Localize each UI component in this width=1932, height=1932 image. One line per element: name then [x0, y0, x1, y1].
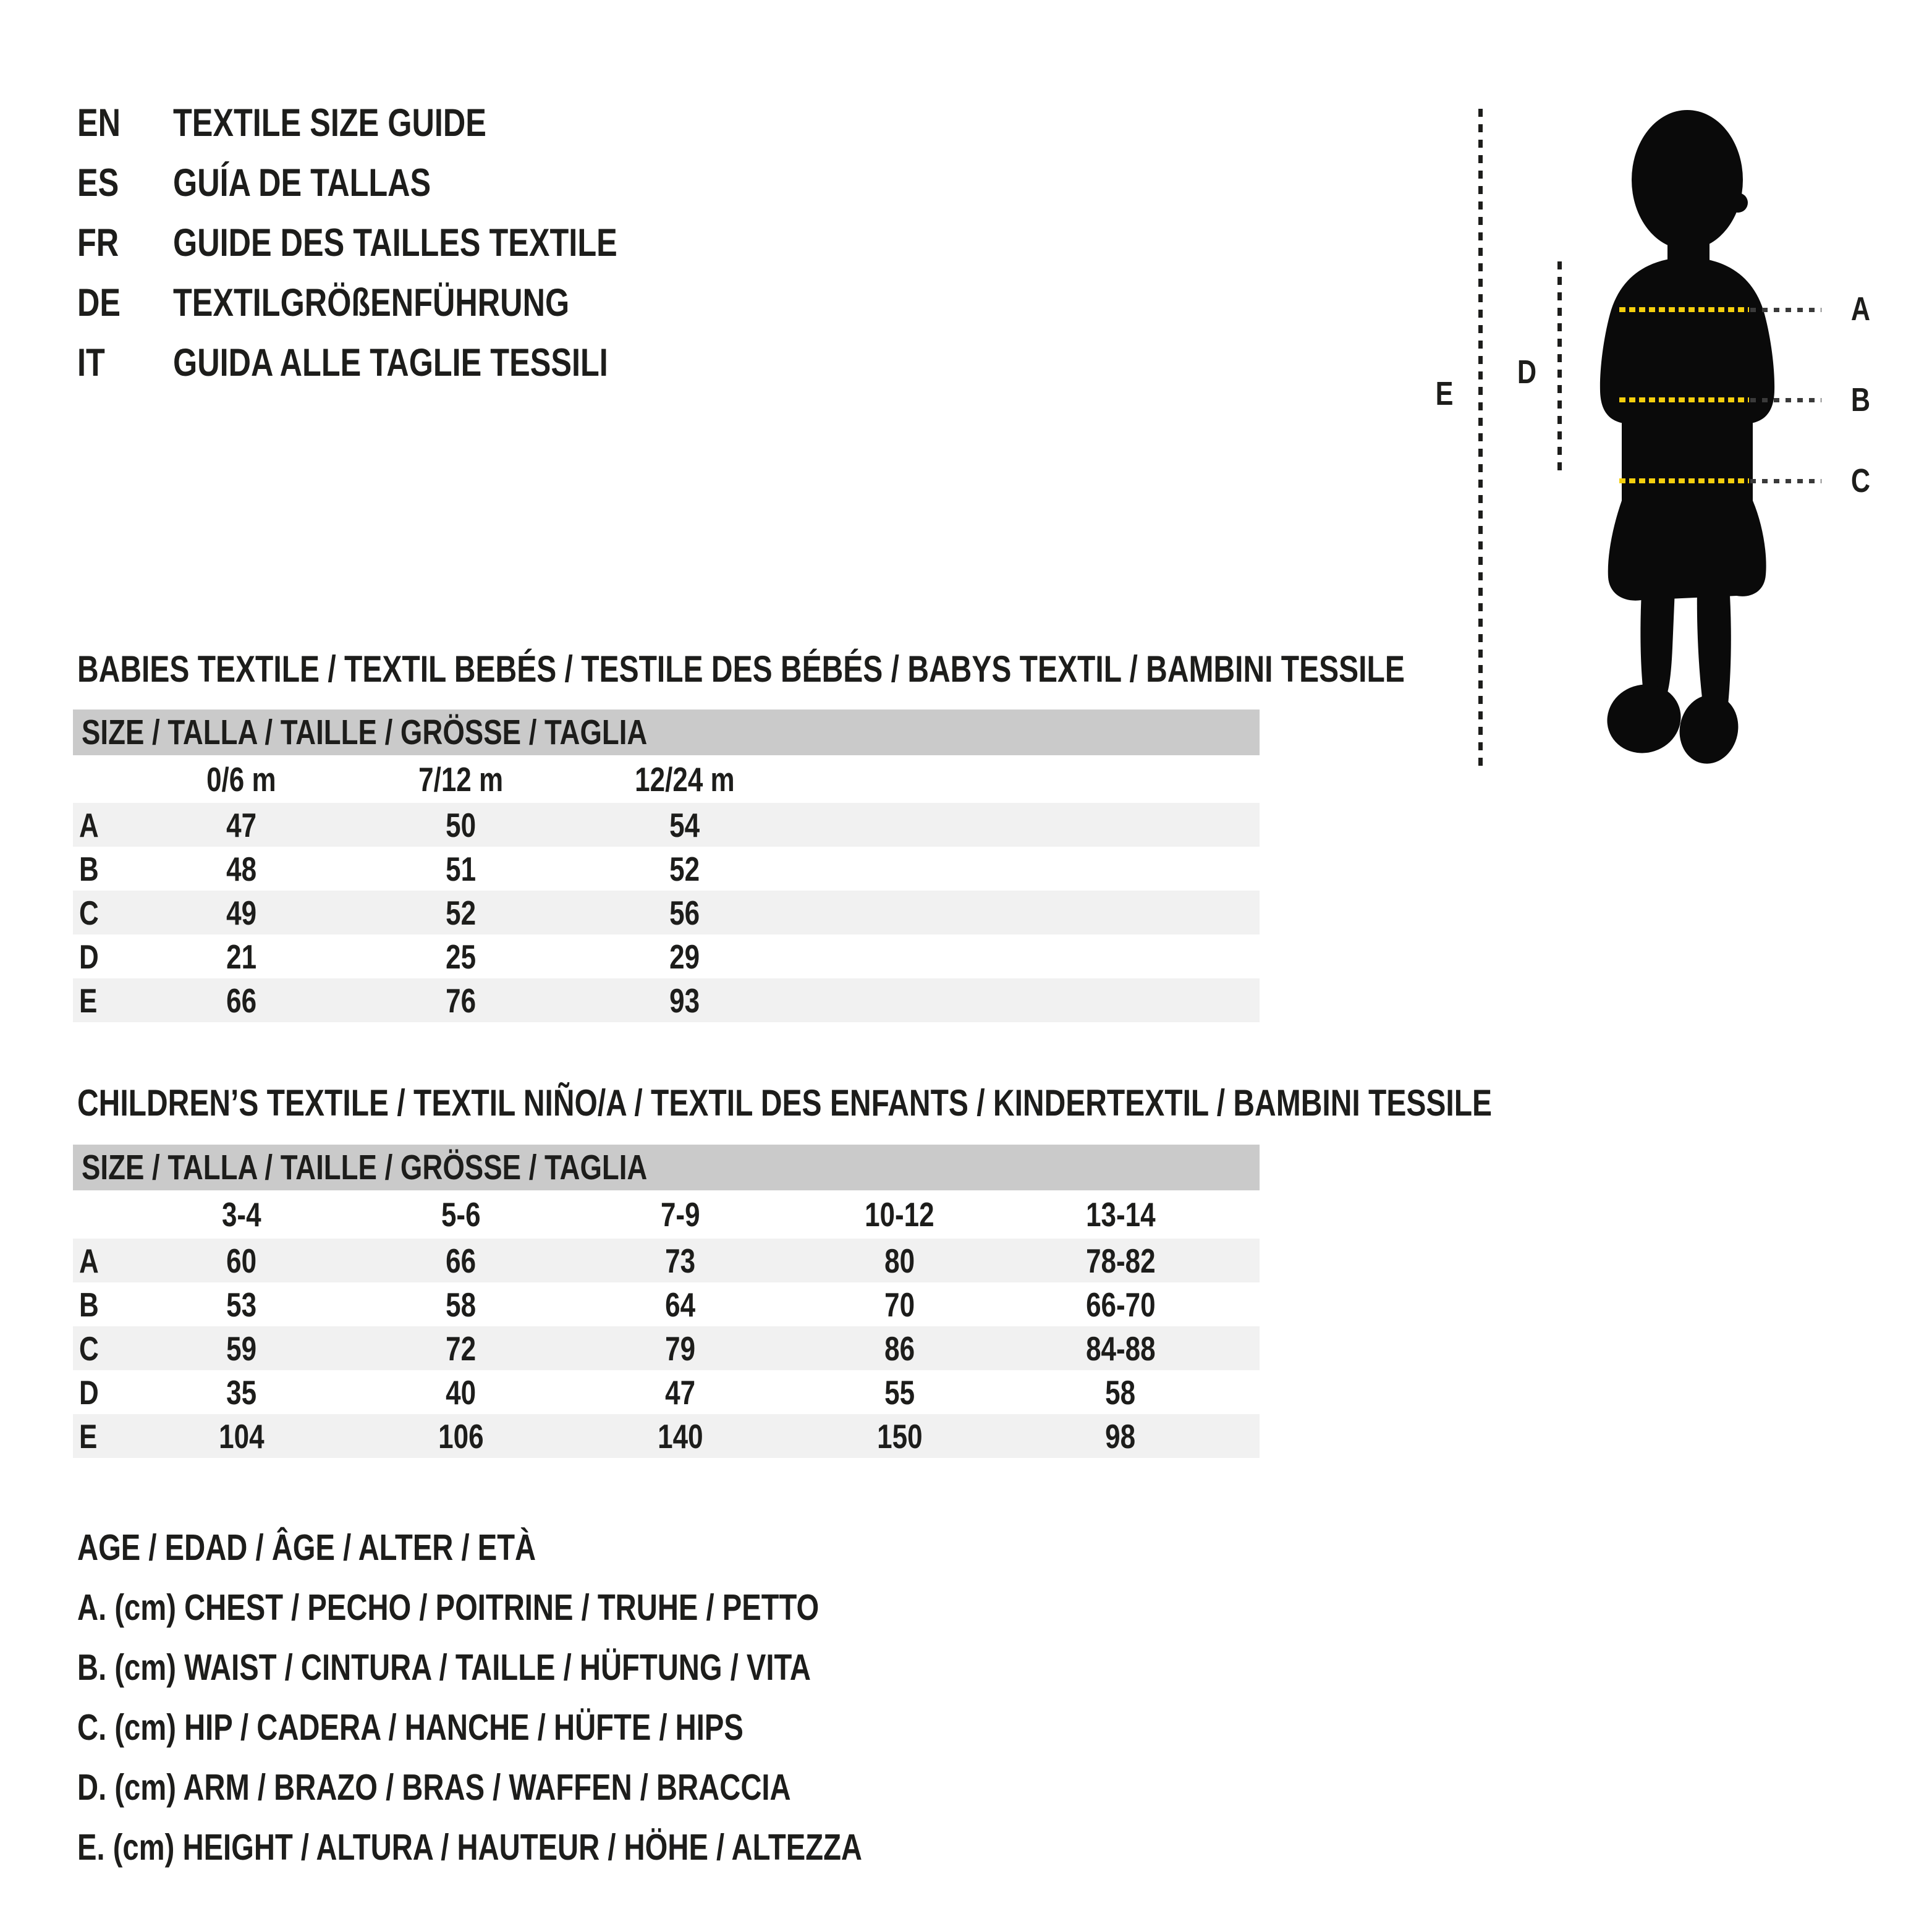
child-silhouette: [1582, 110, 1792, 769]
children-column-headers: [73, 1190, 1260, 1239]
figure-label-waist: B: [1850, 381, 1870, 418]
waist-leader-dashed-line: [1750, 398, 1821, 402]
lang-title-fr: GUIDE DES TAILLES TEXTILE: [173, 221, 617, 265]
lang-title-en: TEXTILE SIZE GUIDE: [173, 101, 486, 145]
legend-height: E. (cm) HEIGHT / ALTURA / HAUTEUR / HÖHE / ALTEZZA: [77, 1826, 862, 1868]
waist-measure-yellow-line: [1619, 397, 1749, 402]
children-section-title: CHILDREN’S TEXTILE / TEXTIL NIÑO/A / TEXTIL DES ENFANTS / KINDERTEXTIL / BAMBINI TESSILE: [77, 1082, 1493, 1124]
lang-title-it: GUIDA ALLE TAGLIE TESSILI: [173, 341, 608, 384]
language-title-list: [77, 93, 728, 392]
lang-row-it: [77, 333, 728, 392]
babies-col-7-12m: 7/12 m: [418, 760, 503, 799]
table-row: A 60 66 73 80 78-82: [73, 1239, 1260, 1282]
children-col-10-12: 10-12: [865, 1195, 934, 1234]
table-row: E 104 106 140 150 98: [73, 1414, 1260, 1458]
legend-hip: C. (cm) HIP / CADERA / HANCHE / HÜFTE / HIPS: [77, 1706, 744, 1748]
table-row: D 21 25 29: [79, 937, 700, 976]
babies-col-0-6m: 0/6 m: [206, 760, 276, 799]
lang-row-en: [77, 93, 728, 153]
children-size-band: SIZE / TALLA / TAILLE / GRÖSSE / TAGLIA: [73, 1145, 1260, 1190]
table-row: D 35 40 47 55 58: [79, 1373, 1136, 1412]
babies-column-headers: [73, 755, 1260, 803]
children-col-13-14: 13-14: [1085, 1195, 1156, 1234]
table-row: C 59 72 79 86 84-88: [73, 1326, 1260, 1370]
lang-code-es: ES: [77, 161, 119, 205]
figure-label-chest: A: [1850, 290, 1870, 328]
lang-code-fr: FR: [77, 221, 119, 265]
figure-label-arm: D: [1517, 354, 1536, 391]
legend-age: AGE / EDAD / ÂGE / ALTER / ETÀ: [77, 1527, 536, 1568]
children-col-7-9: 7-9: [660, 1195, 700, 1234]
table-row: B 53 58 64 70 66-70: [79, 1285, 1156, 1324]
table-row: A 47 50 54: [73, 803, 1260, 847]
hip-leader-dashed-line: [1750, 479, 1821, 483]
children-col-5-6: 5-6: [441, 1195, 481, 1234]
babies-col-12-24m: 12/24 m: [635, 760, 735, 799]
measurement-legend: [77, 1517, 1059, 1877]
legend-waist: B. (cm) WAIST / CINTURA / TAILLE / HÜFTUNG / VITA: [77, 1646, 811, 1688]
lang-row-de: [77, 273, 728, 333]
figure-label-hip: C: [1850, 462, 1870, 499]
hip-measure-yellow-line: [1619, 478, 1749, 483]
children-col-3-4: 3-4: [221, 1195, 261, 1234]
babies-section-title: BABIES TEXTILE / TEXTIL BEBÉS / TESTILE DES BÉBÉS / BABYS TEXTIL / BAMBINI TESSILE: [77, 648, 1405, 690]
chest-leader-dashed-line: [1750, 308, 1821, 312]
table-row: E 66 76 93: [73, 978, 1260, 1022]
figure-label-height: E: [1435, 375, 1454, 412]
lang-title-de: TEXTILGRÖßENFÜHRUNG: [173, 281, 570, 324]
arm-measure-dotted-line: [1557, 261, 1562, 474]
lang-title-es: GUÍA DE TALLAS: [173, 161, 431, 205]
children-table-body: [73, 1239, 1260, 1458]
babies-size-band: SIZE / TALLA / TAILLE / GRÖSSE / TAGLIA: [73, 710, 1260, 755]
table-row: C 49 52 56: [73, 891, 1260, 934]
legend-arm: D. (cm) ARM / BRAZO / BRAS / WAFFEN / BRACCIA: [77, 1766, 791, 1808]
legend-chest: A. (cm) CHEST / PECHO / POITRINE / TRUHE / PETTO: [77, 1587, 820, 1628]
chest-measure-yellow-line: [1619, 307, 1749, 312]
lang-code-en: EN: [77, 101, 121, 145]
babies-table-body: [73, 803, 1260, 1022]
table-row: B 48 51 52: [79, 849, 700, 888]
lang-row-fr: [77, 213, 728, 273]
lang-code-de: DE: [77, 281, 121, 324]
lang-code-it: IT: [77, 341, 105, 384]
lang-row-es: [77, 153, 728, 213]
